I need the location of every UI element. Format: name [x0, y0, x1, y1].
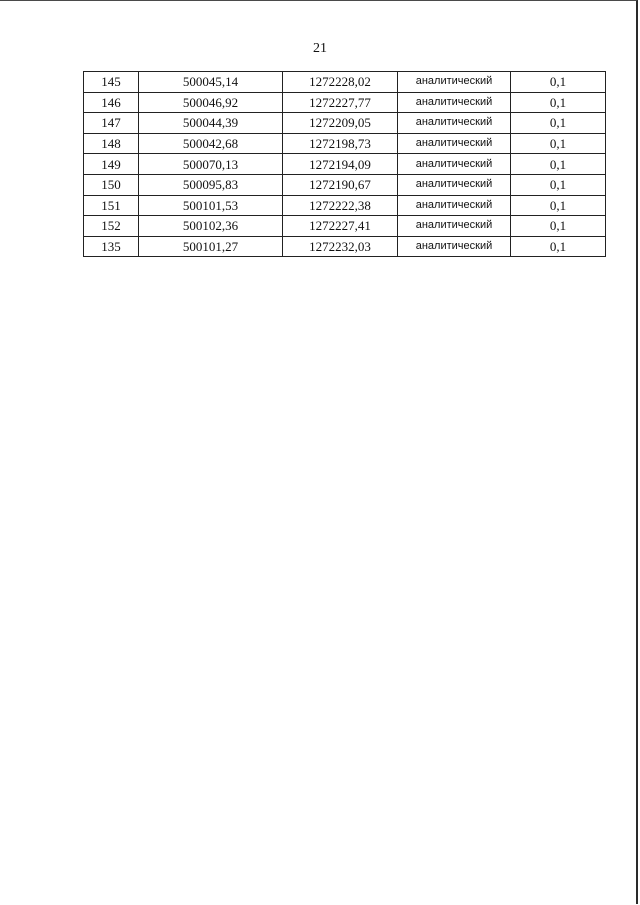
x-coordinate-cell: 500044,39: [139, 113, 283, 134]
accuracy-cell: 0,1: [511, 154, 606, 175]
point-number-cell: 151: [84, 195, 139, 216]
x-coordinate-cell: 500070,13: [139, 154, 283, 175]
method-cell: аналитический: [398, 113, 511, 134]
accuracy-cell: 0,1: [511, 236, 606, 257]
point-number-cell: 135: [84, 236, 139, 257]
accuracy-cell: 0,1: [511, 174, 606, 195]
y-coordinate-cell: 1272190,67: [283, 174, 398, 195]
method-cell: аналитический: [398, 92, 511, 113]
point-number-cell: 148: [84, 133, 139, 154]
point-number-cell: 145: [84, 72, 139, 93]
table-row: [84, 92, 606, 113]
x-coordinate-cell: 500095,83: [139, 174, 283, 195]
method-cell: аналитический: [398, 133, 511, 154]
y-coordinate-cell: 1272227,77: [283, 92, 398, 113]
accuracy-cell: 0,1: [511, 133, 606, 154]
table-row: [84, 236, 606, 257]
point-number-cell: 146: [84, 92, 139, 113]
y-coordinate-cell: 1272194,09: [283, 154, 398, 175]
point-number-cell: 152: [84, 216, 139, 237]
accuracy-cell: 0,1: [511, 72, 606, 93]
x-coordinate-cell: 500101,27: [139, 236, 283, 257]
method-cell: аналитический: [398, 174, 511, 195]
method-cell: аналитический: [398, 236, 511, 257]
y-coordinate-cell: 1272228,02: [283, 72, 398, 93]
y-coordinate-cell: 1272232,03: [283, 236, 398, 257]
method-cell: аналитический: [398, 195, 511, 216]
x-coordinate-cell: 500042,68: [139, 133, 283, 154]
table-row: [84, 113, 606, 134]
accuracy-cell: 0,1: [511, 216, 606, 237]
table-row: [84, 72, 606, 93]
accuracy-cell: 0,1: [511, 113, 606, 134]
method-cell: аналитический: [398, 154, 511, 175]
point-number-cell: 149: [84, 154, 139, 175]
table-row: [84, 195, 606, 216]
point-number-cell: 147: [84, 113, 139, 134]
table-row: [84, 133, 606, 154]
method-cell: аналитический: [398, 216, 511, 237]
coordinates-table: [83, 71, 606, 257]
y-coordinate-cell: 1272209,05: [283, 113, 398, 134]
table-row: [84, 154, 606, 175]
table-row: [84, 216, 606, 237]
accuracy-cell: 0,1: [511, 92, 606, 113]
x-coordinate-cell: 500102,36: [139, 216, 283, 237]
y-coordinate-cell: 1272227,41: [283, 216, 398, 237]
x-coordinate-cell: 500045,14: [139, 72, 283, 93]
x-coordinate-cell: 500101,53: [139, 195, 283, 216]
table-row: [84, 174, 606, 195]
x-coordinate-cell: 500046,92: [139, 92, 283, 113]
accuracy-cell: 0,1: [511, 195, 606, 216]
page-number: 21: [313, 41, 327, 56]
y-coordinate-cell: 1272222,38: [283, 195, 398, 216]
point-number-cell: 150: [84, 174, 139, 195]
y-coordinate-cell: 1272198,73: [283, 133, 398, 154]
method-cell: аналитический: [398, 72, 511, 93]
